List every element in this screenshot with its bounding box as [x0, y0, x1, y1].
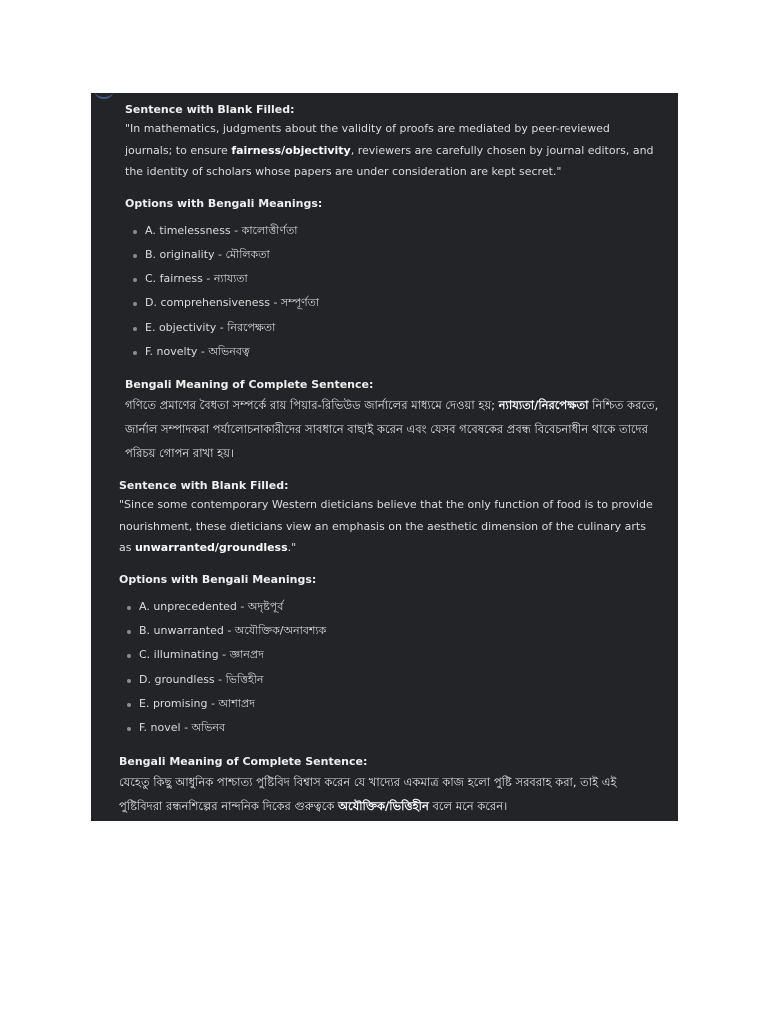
list-item: C. illuminating - জ্ঞানপ্রদ — [127, 643, 660, 667]
answer-block-1 — [125, 103, 660, 465]
list-item: A. timelessness - কালোত্তীর্ণতা — [133, 219, 660, 243]
list-item: E. promising - আশাপ্রদ — [127, 692, 660, 716]
filled-sentence: "In mathematics, judgments about the validity of proofs are mediated by peer-reviewed journals; to ensure fairness/objectivity, reviewers are carefully chosen by journal editors, and the identity of scholars whose papers are under consideration are kept secret." — [125, 122, 654, 178]
list-item: F. novelty - অভিনবত্ব — [133, 340, 660, 364]
avatar-edge-icon — [95, 93, 113, 99]
options-heading: Options with Bengali Meanings: — [119, 572, 317, 586]
bengali-heading: Bengali Meaning of Complete Sentence: — [125, 378, 374, 392]
list-item: A. unprecedented - অদৃষ্টপূর্ব — [127, 595, 660, 619]
list-item: B. originality - মৌলিকতা — [133, 243, 660, 267]
list-item: F. novel - অভিনব — [127, 716, 660, 740]
list-item: D. comprehensiveness - সম্পূর্ণতা — [133, 291, 660, 315]
list-item: E. objectivity - নিরপেক্ষতা — [133, 316, 660, 340]
answer-block-2 — [119, 479, 660, 817]
sentence-heading: Sentence with Blank Filled: — [125, 103, 295, 116]
bengali-heading: Bengali Meaning of Complete Sentence: — [119, 754, 368, 768]
options-list — [119, 595, 660, 741]
answer-highlight: fairness/objectivity — [231, 143, 351, 157]
answer-highlight: unwarranted/groundless — [134, 541, 288, 555]
bengali-sentence: যেহেতু কিছু আধুনিক পাশ্চাত্য পুষ্টিবিদ বিশ্বাস করেন যে খাদ্যের একমাত্র কাজ হলো পুষ্টি সরবরাহ করা, তাই এই পুষ্টিবিদরা রন্ধনশিল্পের নান্দনিক দিকের গুরুত্বকে অযৌক্তিক/ভিত্তিহীন বলে মনে করেন। — [119, 774, 617, 813]
filled-sentence: "Since some contemporary Western dieticians believe that the only function of food is to provide nourishment, these dieticians view an emphasis on the aesthetic dimension of the culinary arts as unwarranted/groundless." — [119, 498, 653, 555]
options-list — [125, 219, 660, 365]
bengali-sentence: গণিতে প্রমাণের বৈধতা সম্পর্কে রায় পিয়ার-রিভিউড জার্নালের মাধ্যমে দেওয়া হয়; ন্যায্যতা/নিরপেক্ষতা নিশ্চিত করতে, জার্নাল সম্পাদকরা পর্যালোচনাকারীদের সাবধানে বাছাই করেন এবং যেসব গবেষকের প্রবন্ধ বিবেচনাধীন থাকে তাদের পরিচয় গোপন রাখা হয়। — [125, 398, 659, 461]
list-item: B. unwarranted - অযৌক্তিক/অনাবশ্যক — [127, 619, 660, 643]
list-item: D. groundless - ভিত্তিহীন — [127, 668, 660, 692]
list-item: C. fairness - ন্যায্যতা — [133, 267, 660, 291]
chat-response-panel — [91, 93, 678, 821]
bengali-highlight: অযৌক্তিক/ভিত্তিহীন — [338, 798, 429, 813]
options-heading: Options with Bengali Meanings: — [125, 196, 323, 210]
sentence-heading: Sentence with Blank Filled: — [119, 479, 289, 493]
bengali-highlight: ন্যায্যতা/নিরপেক্ষতা — [498, 398, 589, 413]
